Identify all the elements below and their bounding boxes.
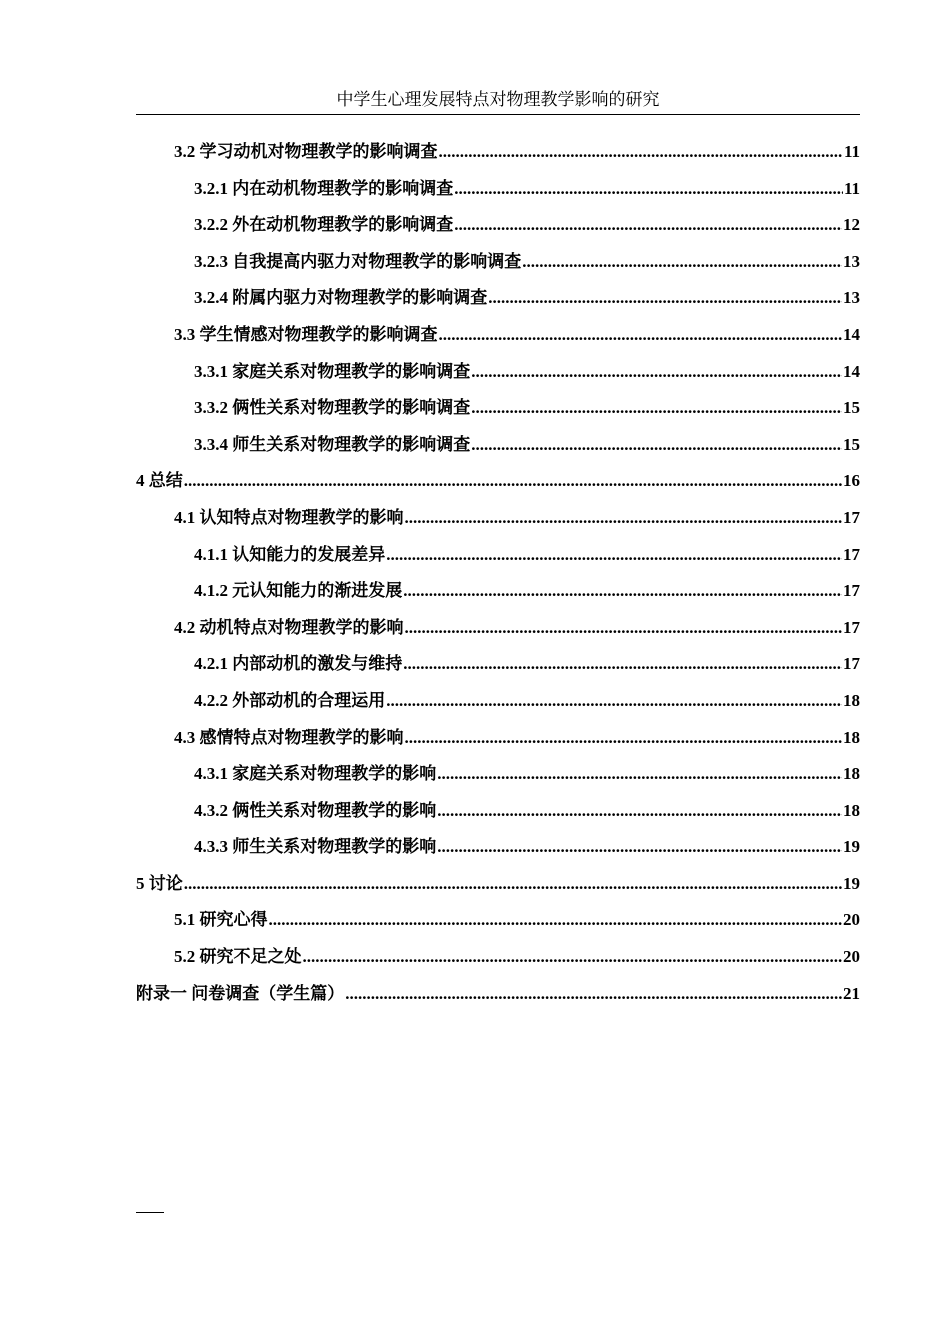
toc-entry[interactable] <box>136 247 860 284</box>
toc-dot-leader <box>386 545 842 565</box>
toc-dot-leader <box>386 691 842 711</box>
toc-dot-leader <box>437 837 842 857</box>
toc-entry[interactable] <box>136 430 860 467</box>
toc-entry[interactable] <box>136 503 860 540</box>
toc-entry-page-number: 21 <box>843 983 860 1003</box>
toc-entry-title: 4.3.2 俩性关系对物理教学的影响 <box>194 800 437 820</box>
toc-entry-page-number: 17 <box>843 617 860 637</box>
page-header-title: 中学生心理发展特点对物理教学影响的研究 <box>336 90 660 109</box>
toc-entry-title: 3.3.2 俩性关系对物理教学的影响调查 <box>194 398 471 418</box>
toc-entry-page-number: 16 <box>843 471 860 491</box>
toc-entry-title: 4.1.2 元认知能力的渐进发展 <box>194 581 403 601</box>
table-of-contents <box>136 137 860 1015</box>
footer-rule <box>136 1212 164 1213</box>
toc-entry[interactable] <box>136 832 860 869</box>
toc-dot-leader <box>437 801 842 821</box>
toc-entry-title: 3.2 学习动机对物理教学的影响调查 <box>174 142 438 161</box>
toc-entry-page-number: 18 <box>843 764 860 784</box>
toc-entry[interactable] <box>136 905 860 942</box>
toc-dot-leader <box>471 362 842 382</box>
toc-entry-title: 5 讨论 <box>136 873 183 893</box>
toc-entry[interactable] <box>136 393 860 430</box>
toc-dot-leader <box>345 984 842 1004</box>
toc-entry-page-number: 20 <box>843 910 860 930</box>
toc-dot-leader <box>403 581 842 601</box>
toc-entry-page-number: 20 <box>843 947 860 967</box>
toc-entry-page-number: 13 <box>843 288 860 308</box>
toc-entry-title: 4.3.3 师生关系对物理教学的影响 <box>194 837 437 857</box>
toc-entry-title: 4.2 动机特点对物理教学的影响 <box>174 617 404 637</box>
toc-entry[interactable] <box>136 649 860 686</box>
toc-entry-title: 3.2.4 附属内驱力对物理教学的影响调查 <box>194 288 488 308</box>
toc-dot-leader <box>303 947 843 967</box>
toc-entry[interactable] <box>136 540 860 577</box>
toc-entry-title: 3.2.2 外在动机物理教学的影响调查 <box>194 215 454 235</box>
toc-dot-leader <box>454 215 842 235</box>
toc-entry[interactable] <box>136 357 860 394</box>
toc-entry-page-number: 18 <box>843 727 860 747</box>
toc-entry[interactable] <box>136 759 860 796</box>
toc-entry[interactable] <box>136 320 860 357</box>
toc-entry[interactable] <box>136 796 860 833</box>
toc-entry-title: 4.3.1 家庭关系对物理教学的影响 <box>194 764 437 784</box>
toc-dot-leader <box>269 910 843 930</box>
toc-dot-leader <box>454 179 843 199</box>
toc-dot-leader <box>437 764 842 784</box>
toc-entry-title: 3.3.1 家庭关系对物理教学的影响调查 <box>194 361 471 381</box>
toc-entry-page-number: 17 <box>843 544 860 564</box>
header-rule <box>136 114 860 115</box>
toc-entry-title: 5.2 研究不足之处 <box>174 947 302 967</box>
toc-dot-leader <box>439 325 843 345</box>
toc-dot-leader <box>184 471 842 491</box>
toc-entry[interactable] <box>136 723 860 760</box>
toc-dot-leader <box>403 654 842 674</box>
toc-entry-page-number: 14 <box>843 324 860 344</box>
toc-entry[interactable] <box>136 979 860 1016</box>
toc-entry-title: 5.1 研究心得 <box>174 910 268 930</box>
toc-entry[interactable] <box>136 686 860 723</box>
toc-entry-page-number: 11 <box>843 178 860 198</box>
toc-entry-title: 3.2.3 自我提高内驱力对物理教学的影响调查 <box>194 251 522 271</box>
toc-entry-page-number: 19 <box>843 873 860 893</box>
toc-entry-title: 3.2.1 内在动机物理教学的影响调查 <box>194 178 454 198</box>
toc-entry-page-number: 12 <box>843 215 860 235</box>
toc-dot-leader <box>405 508 843 528</box>
toc-entry[interactable] <box>136 942 860 979</box>
toc-entry-title: 附录一 问卷调查（学生篇） <box>136 983 345 1003</box>
toc-entry[interactable] <box>136 576 860 613</box>
toc-dot-leader <box>405 618 843 638</box>
toc-entry-page-number: 14 <box>843 361 860 381</box>
toc-entry-title: 3.3 学生情感对物理教学的影响调查 <box>174 324 438 344</box>
toc-entry-page-number: 17 <box>843 654 860 674</box>
toc-entry-page-number: 15 <box>843 398 860 418</box>
toc-entry-page-number: 17 <box>843 507 860 527</box>
toc-entry-page-number: 19 <box>843 837 860 857</box>
toc-entry-title: 4.1 认知特点对物理教学的影响 <box>174 507 404 527</box>
toc-entry-page-number: 18 <box>843 690 860 710</box>
toc-entry[interactable] <box>136 869 860 906</box>
toc-entry[interactable] <box>136 283 860 320</box>
toc-dot-leader <box>522 252 842 272</box>
toc-entry-title: 4.1.1 认知能力的发展差异 <box>194 544 386 564</box>
toc-entry[interactable] <box>136 210 860 247</box>
toc-entry-page-number: 17 <box>843 581 860 601</box>
toc-entry-title: 3.3.4 师生关系对物理教学的影响调查 <box>194 434 471 454</box>
toc-entry-page-number: 13 <box>843 251 860 271</box>
toc-entry-page-number: 15 <box>843 434 860 454</box>
toc-entry[interactable] <box>136 174 860 211</box>
toc-dot-leader <box>405 728 843 748</box>
toc-entry[interactable] <box>136 466 860 503</box>
toc-dot-leader <box>471 435 842 455</box>
toc-dot-leader <box>439 142 843 162</box>
toc-entry-page-number: 18 <box>843 800 860 820</box>
toc-entry-title: 4.2.1 内部动机的激发与维持 <box>194 654 403 674</box>
toc-dot-leader <box>488 288 842 308</box>
toc-entry-page-number: 11 <box>843 142 860 161</box>
toc-entry[interactable] <box>136 613 860 650</box>
toc-dot-leader <box>471 398 842 418</box>
toc-entry-title: 4 总结 <box>136 471 183 491</box>
toc-dot-leader <box>184 874 842 894</box>
toc-entry[interactable] <box>136 137 860 174</box>
toc-entry-title: 4.2.2 外部动机的合理运用 <box>194 690 386 710</box>
toc-entry-title: 4.3 感情特点对物理教学的影响 <box>174 727 404 747</box>
